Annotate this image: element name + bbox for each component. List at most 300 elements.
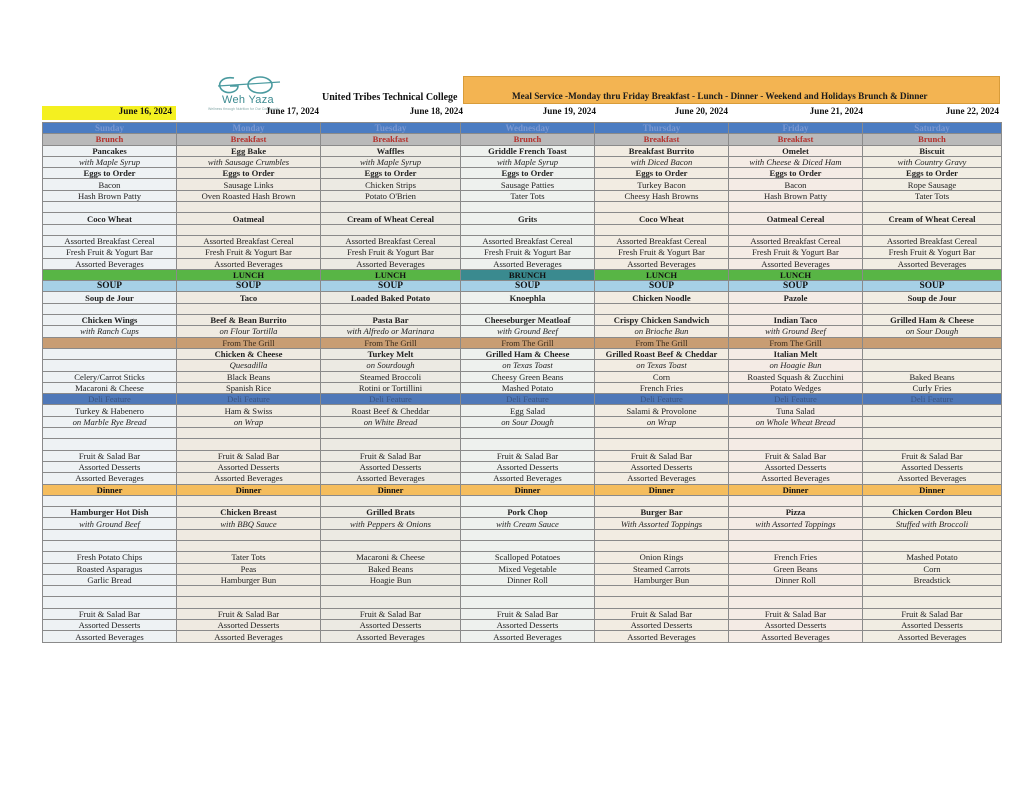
menu-row: [43, 405, 1002, 416]
menu-cell-wednesday: SOUP: [461, 281, 595, 292]
menu-cell-thursday: Corn: [595, 371, 729, 382]
menu-cell-thursday: Dinner: [595, 484, 729, 495]
menu-cell-wednesday: [461, 495, 595, 506]
menu-cell-monday: Assorted Beverages: [177, 258, 321, 269]
menu-row: [43, 202, 1002, 213]
menu-cell-sunday: Assorted Beverages: [43, 258, 177, 269]
menu-cell-friday: Assorted Breakfast Cereal: [729, 235, 863, 246]
menu-cell-friday: [729, 202, 863, 213]
menu-cell-tuesday: Hoagie Bun: [321, 574, 461, 585]
menu-cell-friday: Assorted Beverages: [729, 258, 863, 269]
menu-cell-monday: [177, 224, 321, 235]
menu-cell-saturday: Assorted Beverages: [863, 473, 1002, 484]
menu-cell-wednesday: with Maple Syrup: [461, 156, 595, 167]
menu-cell-wednesday: BRUNCH: [461, 269, 595, 280]
menu-cell-monday: Assorted Beverages: [177, 631, 321, 642]
menu-cell-tuesday: Waffles: [321, 145, 461, 156]
menu-cell-thursday: Salami & Provolone: [595, 405, 729, 416]
menu-cell-thursday: Fresh Fruit & Yogurt Bar: [595, 247, 729, 258]
menu-cell-tuesday: SOUP: [321, 281, 461, 292]
menu-cell-thursday: Coco Wheat: [595, 213, 729, 224]
menu-cell-monday: Oatmeal: [177, 213, 321, 224]
menu-cell-wednesday: with Cream Sauce: [461, 518, 595, 529]
menu-cell-tuesday: Tuesday: [321, 123, 461, 134]
menu-cell-tuesday: Loaded Baked Potato: [321, 292, 461, 303]
menu-cell-saturday: Grilled Ham & Cheese: [863, 315, 1002, 326]
menu-cell-sunday: Roasted Asparagus: [43, 563, 177, 574]
date-friday: June 21, 2024: [809, 106, 863, 116]
menu-cell-wednesday: Eggs to Order: [461, 168, 595, 179]
menu-cell-tuesday: [321, 586, 461, 597]
menu-cell-thursday: Assorted Beverages: [595, 631, 729, 642]
menu-cell-saturday: Baked Beans: [863, 371, 1002, 382]
menu-cell-thursday: With Assorted Toppings: [595, 518, 729, 529]
menu-cell-saturday: Deli Feature: [863, 394, 1002, 405]
menu-cell-tuesday: [321, 597, 461, 608]
menu-cell-wednesday: Mixed Vegetable: [461, 563, 595, 574]
menu-cell-sunday: with Ranch Cups: [43, 326, 177, 337]
menu-cell-wednesday: Assorted Desserts: [461, 461, 595, 472]
menu-cell-wednesday: on Sour Dough: [461, 416, 595, 427]
menu-cell-wednesday: Wednesday: [461, 123, 595, 134]
menu-cell-thursday: Steamed Carrots: [595, 563, 729, 574]
menu-cell-friday: Omelet: [729, 145, 863, 156]
menu-cell-monday: Sausage Links: [177, 179, 321, 190]
menu-row: [43, 190, 1002, 201]
menu-cell-sunday: with Maple Syrup: [43, 156, 177, 167]
menu-cell-monday: on Wrap: [177, 416, 321, 427]
menu-cell-friday: LUNCH: [729, 269, 863, 280]
menu-cell-saturday: [863, 405, 1002, 416]
menu-cell-saturday: Fresh Fruit & Yogurt Bar: [863, 247, 1002, 258]
banner-text: Meal Service -Monday thru Friday Breakfast - Lunch - Dinner - Weekend and Holidays Brunch & Dinner: [512, 91, 928, 101]
meal-service-banner: [463, 76, 1000, 104]
menu-cell-saturday: Soup de Jour: [863, 292, 1002, 303]
menu-cell-thursday: Breakfast: [595, 134, 729, 145]
menu-cell-monday: Chicken Breast: [177, 507, 321, 518]
menu-row: [43, 416, 1002, 427]
menu-cell-sunday: Fruit & Salad Bar: [43, 450, 177, 461]
menu-cell-thursday: [595, 224, 729, 235]
menu-cell-sunday: Hamburger Hot Dish: [43, 507, 177, 518]
menu-cell-sunday: Dinner: [43, 484, 177, 495]
college-name: United Tribes Technical College: [322, 92, 458, 103]
menu-row: [43, 529, 1002, 540]
menu-cell-wednesday: Grilled Ham & Cheese: [461, 348, 595, 359]
menu-cell-sunday: Garlic Bread: [43, 574, 177, 585]
menu-row: [43, 145, 1002, 156]
date-saturday: June 22, 2024: [945, 106, 999, 116]
menu-cell-monday: Eggs to Order: [177, 168, 321, 179]
menu-cell-monday: Chicken & Cheese: [177, 348, 321, 359]
menu-cell-monday: on Flour Tortilla: [177, 326, 321, 337]
menu-cell-saturday: [863, 303, 1002, 314]
menu-cell-saturday: [863, 348, 1002, 359]
menu-cell-sunday: Chicken Wings: [43, 315, 177, 326]
menu-cell-tuesday: Assorted Beverages: [321, 473, 461, 484]
menu-cell-monday: Hamburger Bun: [177, 574, 321, 585]
menu-cell-friday: Assorted Desserts: [729, 461, 863, 472]
menu-cell-wednesday: Knoephla: [461, 292, 595, 303]
menu-cell-wednesday: [461, 586, 595, 597]
menu-cell-sunday: Celery/Carrot Sticks: [43, 371, 177, 382]
menu-cell-saturday: [863, 586, 1002, 597]
menu-cell-monday: [177, 428, 321, 439]
menu-cell-friday: Fruit & Salad Bar: [729, 450, 863, 461]
menu-cell-friday: with Ground Beef: [729, 326, 863, 337]
menu-cell-friday: [729, 428, 863, 439]
menu-cell-wednesday: Fruit & Salad Bar: [461, 608, 595, 619]
menu-cell-tuesday: Roast Beef & Cheddar: [321, 405, 461, 416]
menu-cell-sunday: [43, 269, 177, 280]
menu-cell-sunday: [43, 529, 177, 540]
menu-cell-wednesday: on Texas Toast: [461, 360, 595, 371]
menu-cell-sunday: Deli Feature: [43, 394, 177, 405]
menu-cell-thursday: [595, 303, 729, 314]
menu-cell-wednesday: Scalloped Potatoes: [461, 552, 595, 563]
menu-cell-saturday: Eggs to Order: [863, 168, 1002, 179]
menu-cell-thursday: Assorted Beverages: [595, 258, 729, 269]
menu-cell-wednesday: Assorted Beverages: [461, 631, 595, 642]
menu-cell-sunday: Fruit & Salad Bar: [43, 608, 177, 619]
menu-row: [43, 213, 1002, 224]
menu-cell-monday: Black Beans: [177, 371, 321, 382]
menu-cell-wednesday: Griddle French Toast: [461, 145, 595, 156]
menu-cell-wednesday: Dinner Roll: [461, 574, 595, 585]
menu-cell-friday: Deli Feature: [729, 394, 863, 405]
menu-row: [43, 179, 1002, 190]
menu-cell-thursday: [595, 428, 729, 439]
logo-brand-text: Weh Yaza: [222, 94, 274, 106]
menu-cell-wednesday: [461, 597, 595, 608]
menu-cell-tuesday: on White Bread: [321, 416, 461, 427]
date-monday: June 17, 2024: [265, 106, 319, 116]
menu-cell-saturday: [863, 202, 1002, 213]
date-wednesday: June 19, 2024: [542, 106, 596, 116]
menu-cell-tuesday: Deli Feature: [321, 394, 461, 405]
menu-cell-thursday: [595, 202, 729, 213]
menu-cell-tuesday: with Peppers & Onions: [321, 518, 461, 529]
menu-cell-sunday: [43, 348, 177, 359]
menu-row: [43, 574, 1002, 585]
menu-cell-sunday: with Ground Beef: [43, 518, 177, 529]
menu-cell-saturday: [863, 529, 1002, 540]
menu-cell-thursday: [595, 586, 729, 597]
menu-cell-sunday: Pancakes: [43, 145, 177, 156]
menu-cell-friday: [729, 224, 863, 235]
menu-row: [43, 552, 1002, 563]
menu-cell-tuesday: [321, 529, 461, 540]
menu-cell-friday: on Whole Wheat Bread: [729, 416, 863, 427]
menu-cell-sunday: Assorted Beverages: [43, 473, 177, 484]
menu-row: [43, 563, 1002, 574]
menu-cell-sunday: Assorted Desserts: [43, 461, 177, 472]
menu-cell-tuesday: [321, 439, 461, 450]
menu-cell-thursday: SOUP: [595, 281, 729, 292]
menu-cell-thursday: [595, 495, 729, 506]
menu-row: [43, 518, 1002, 529]
menu-cell-friday: Assorted Desserts: [729, 620, 863, 631]
menu-row: [43, 134, 1002, 145]
menu-cell-saturday: Fruit & Salad Bar: [863, 450, 1002, 461]
menu-cell-sunday: [43, 303, 177, 314]
menu-cell-sunday: Fresh Potato Chips: [43, 552, 177, 563]
menu-cell-saturday: [863, 337, 1002, 348]
menu-cell-sunday: Coco Wheat: [43, 213, 177, 224]
menu-cell-saturday: with Country Gravy: [863, 156, 1002, 167]
menu-cell-wednesday: [461, 439, 595, 450]
menu-cell-monday: [177, 303, 321, 314]
menu-row: [43, 292, 1002, 303]
menu-cell-thursday: Grilled Roast Beef & Cheddar: [595, 348, 729, 359]
menu-cell-thursday: French Fries: [595, 382, 729, 393]
menu-cell-tuesday: Pasta Bar: [321, 315, 461, 326]
menu-cell-thursday: Assorted Desserts: [595, 461, 729, 472]
menu-cell-sunday: on Marble Rye Bread: [43, 416, 177, 427]
menu-cell-monday: [177, 439, 321, 450]
menu-cell-wednesday: Brunch: [461, 134, 595, 145]
menu-cell-friday: [729, 540, 863, 551]
menu-cell-tuesday: Grilled Brats: [321, 507, 461, 518]
menu-cell-tuesday: Steamed Broccoli: [321, 371, 461, 382]
menu-cell-friday: Breakfast: [729, 134, 863, 145]
menu-cell-friday: Fruit & Salad Bar: [729, 608, 863, 619]
menu-cell-monday: Fruit & Salad Bar: [177, 608, 321, 619]
menu-cell-friday: Potato Wedges: [729, 382, 863, 393]
menu-cell-thursday: [595, 529, 729, 540]
menu-cell-tuesday: with Alfredo or Marinara: [321, 326, 461, 337]
menu-cell-monday: LUNCH: [177, 269, 321, 280]
menu-cell-tuesday: Breakfast: [321, 134, 461, 145]
menu-cell-monday: Beef & Bean Burrito: [177, 315, 321, 326]
menu-cell-tuesday: Rotini or Tortillini: [321, 382, 461, 393]
menu-row: [43, 168, 1002, 179]
menu-cell-friday: [729, 529, 863, 540]
menu-cell-friday: [729, 586, 863, 597]
menu-cell-tuesday: with Maple Syrup: [321, 156, 461, 167]
menu-cell-monday: Fruit & Salad Bar: [177, 450, 321, 461]
menu-row: [43, 484, 1002, 495]
menu-cell-thursday: Fruit & Salad Bar: [595, 450, 729, 461]
menu-cell-tuesday: [321, 224, 461, 235]
menu-cell-monday: Spanish Rice: [177, 382, 321, 393]
menu-cell-monday: Tater Tots: [177, 552, 321, 563]
menu-cell-monday: Deli Feature: [177, 394, 321, 405]
menu-row: [43, 450, 1002, 461]
menu-row: [43, 224, 1002, 235]
menu-cell-thursday: [595, 439, 729, 450]
menu-row: [43, 597, 1002, 608]
menu-cell-wednesday: [461, 202, 595, 213]
menu-cell-saturday: [863, 597, 1002, 608]
menu-row: [43, 303, 1002, 314]
menu-cell-tuesday: Eggs to Order: [321, 168, 461, 179]
logo-tagline: Wellness through Nutrition for Our Community: [208, 107, 280, 111]
menu-cell-friday: Fresh Fruit & Yogurt Bar: [729, 247, 863, 258]
menu-cell-friday: SOUP: [729, 281, 863, 292]
menu-row: [43, 461, 1002, 472]
menu-row: [43, 540, 1002, 551]
menu-row: [43, 586, 1002, 597]
menu-cell-wednesday: Fruit & Salad Bar: [461, 450, 595, 461]
menu-cell-friday: Dinner Roll: [729, 574, 863, 585]
menu-cell-thursday: Deli Feature: [595, 394, 729, 405]
menu-cell-friday: with Cheese & Diced Ham: [729, 156, 863, 167]
menu-cell-thursday: LUNCH: [595, 269, 729, 280]
menu-cell-thursday: Crispy Chicken Sandwich: [595, 315, 729, 326]
menu-cell-monday: Assorted Desserts: [177, 461, 321, 472]
menu-cell-friday: Pazole: [729, 292, 863, 303]
menu-cell-thursday: Chicken Noodle: [595, 292, 729, 303]
menu-cell-tuesday: Baked Beans: [321, 563, 461, 574]
menu-cell-monday: Egg Bake: [177, 145, 321, 156]
menu-cell-sunday: Assorted Beverages: [43, 631, 177, 642]
date-row: [42, 106, 1001, 120]
menu-cell-friday: Assorted Beverages: [729, 631, 863, 642]
menu-cell-wednesday: [461, 540, 595, 551]
menu-cell-wednesday: [461, 529, 595, 540]
menu-cell-thursday: Onion Rings: [595, 552, 729, 563]
menu-cell-tuesday: [321, 303, 461, 314]
menu-cell-monday: Fresh Fruit & Yogurt Bar: [177, 247, 321, 258]
menu-cell-sunday: Eggs to Order: [43, 168, 177, 179]
menu-cell-thursday: Thursday: [595, 123, 729, 134]
menu-cell-monday: Monday: [177, 123, 321, 134]
menu-row: [43, 326, 1002, 337]
menu-cell-tuesday: LUNCH: [321, 269, 461, 280]
menu-cell-monday: [177, 202, 321, 213]
menu-cell-tuesday: [321, 202, 461, 213]
menu-cell-sunday: Macaroni & Cheese: [43, 382, 177, 393]
menu-cell-tuesday: [321, 540, 461, 551]
menu-cell-saturday: Stuffed with Broccoli: [863, 518, 1002, 529]
menu-cell-thursday: Assorted Desserts: [595, 620, 729, 631]
menu-cell-sunday: [43, 224, 177, 235]
menu-cell-tuesday: Fruit & Salad Bar: [321, 608, 461, 619]
menu-cell-monday: Assorted Desserts: [177, 620, 321, 631]
menu-cell-monday: Ham & Swiss: [177, 405, 321, 416]
menu-cell-thursday: Breakfast Burrito: [595, 145, 729, 156]
menu-cell-friday: Friday: [729, 123, 863, 134]
menu-cell-wednesday: Fresh Fruit & Yogurt Bar: [461, 247, 595, 258]
menu-cell-wednesday: Cheesy Green Beans: [461, 371, 595, 382]
menu-cell-monday: Assorted Beverages: [177, 473, 321, 484]
menu-cell-thursday: Burger Bar: [595, 507, 729, 518]
menu-cell-sunday: Assorted Breakfast Cereal: [43, 235, 177, 246]
menu-cell-saturday: Dinner: [863, 484, 1002, 495]
date-sunday: June 16, 2024: [118, 106, 172, 116]
menu-row: [43, 315, 1002, 326]
menu-cell-wednesday: Assorted Beverages: [461, 473, 595, 484]
menu-cell-saturday: Corn: [863, 563, 1002, 574]
menu-cell-monday: [177, 495, 321, 506]
menu-cell-sunday: SOUP: [43, 281, 177, 292]
menu-cell-tuesday: Assorted Desserts: [321, 461, 461, 472]
menu-cell-wednesday: [461, 303, 595, 314]
menu-cell-saturday: SOUP: [863, 281, 1002, 292]
menu-cell-tuesday: Chicken Strips: [321, 179, 461, 190]
menu-cell-thursday: Assorted Beverages: [595, 473, 729, 484]
menu-row: [43, 156, 1002, 167]
menu-cell-tuesday: From The Grill: [321, 337, 461, 348]
menu-cell-thursday: on Texas Toast: [595, 360, 729, 371]
menu-cell-thursday: Turkey Bacon: [595, 179, 729, 190]
menu-cell-thursday: From The Grill: [595, 337, 729, 348]
menu-cell-monday: SOUP: [177, 281, 321, 292]
menu-cell-sunday: Turkey & Habenero: [43, 405, 177, 416]
menu-cell-sunday: [43, 337, 177, 348]
menu-cell-friday: From The Grill: [729, 337, 863, 348]
menu-cell-tuesday: Assorted Beverages: [321, 258, 461, 269]
menu-cell-saturday: [863, 495, 1002, 506]
menu-cell-monday: with BBQ Sauce: [177, 518, 321, 529]
menu-cell-sunday: Fresh Fruit & Yogurt Bar: [43, 247, 177, 258]
menu-cell-monday: [177, 597, 321, 608]
menu-cell-sunday: [43, 428, 177, 439]
menu-cell-monday: [177, 540, 321, 551]
menu-cell-tuesday: Cream of Wheat Cereal: [321, 213, 461, 224]
menu-cell-wednesday: [461, 428, 595, 439]
menu-cell-friday: Pizza: [729, 507, 863, 518]
menu-cell-sunday: [43, 540, 177, 551]
menu-cell-sunday: Assorted Desserts: [43, 620, 177, 631]
menu-cell-saturday: [863, 269, 1002, 280]
menu-cell-wednesday: Assorted Desserts: [461, 620, 595, 631]
menu-row: [43, 382, 1002, 393]
menu-row: [43, 620, 1002, 631]
menu-cell-saturday: Fruit & Salad Bar: [863, 608, 1002, 619]
menu-cell-saturday: Chicken Cordon Bleu: [863, 507, 1002, 518]
menu-row: [43, 269, 1002, 280]
menu-cell-tuesday: Assorted Beverages: [321, 631, 461, 642]
menu-row: [43, 337, 1002, 348]
menu-cell-saturday: [863, 416, 1002, 427]
menu-cell-friday: Bacon: [729, 179, 863, 190]
menu-cell-wednesday: Deli Feature: [461, 394, 595, 405]
menu-cell-tuesday: Assorted Breakfast Cereal: [321, 235, 461, 246]
menu-cell-saturday: Assorted Desserts: [863, 461, 1002, 472]
menu-row: [43, 439, 1002, 450]
menu-cell-monday: Dinner: [177, 484, 321, 495]
menu-cell-friday: with Assorted Toppings: [729, 518, 863, 529]
menu-cell-saturday: Assorted Beverages: [863, 258, 1002, 269]
menu-cell-friday: Roasted Squash & Zucchini: [729, 371, 863, 382]
menu-cell-friday: French Fries: [729, 552, 863, 563]
menu-cell-sunday: [43, 360, 177, 371]
menu-cell-saturday: [863, 360, 1002, 371]
menu-cell-friday: [729, 439, 863, 450]
menu-cell-saturday: [863, 540, 1002, 551]
menu-cell-monday: Breakfast: [177, 134, 321, 145]
menu-row: [43, 258, 1002, 269]
menu-cell-wednesday: Dinner: [461, 484, 595, 495]
menu-cell-thursday: Fruit & Salad Bar: [595, 608, 729, 619]
menu-cell-friday: Dinner: [729, 484, 863, 495]
menu-row: [43, 235, 1002, 246]
menu-row: [43, 507, 1002, 518]
menu-cell-monday: Oven Roasted Hash Brown: [177, 190, 321, 201]
menu-cell-monday: Peas: [177, 563, 321, 574]
menu-cell-wednesday: with Ground Beef: [461, 326, 595, 337]
menu-cell-friday: Hash Brown Patty: [729, 190, 863, 201]
menu-cell-tuesday: Fresh Fruit & Yogurt Bar: [321, 247, 461, 258]
menu-cell-thursday: Cheesy Hash Browns: [595, 190, 729, 201]
menu-cell-thursday: [595, 597, 729, 608]
menu-cell-friday: Green Beans: [729, 563, 863, 574]
menu-cell-friday: Assorted Beverages: [729, 473, 863, 484]
menu-cell-sunday: Sunday: [43, 123, 177, 134]
menu-cell-wednesday: Cheeseburger Meatloaf: [461, 315, 595, 326]
